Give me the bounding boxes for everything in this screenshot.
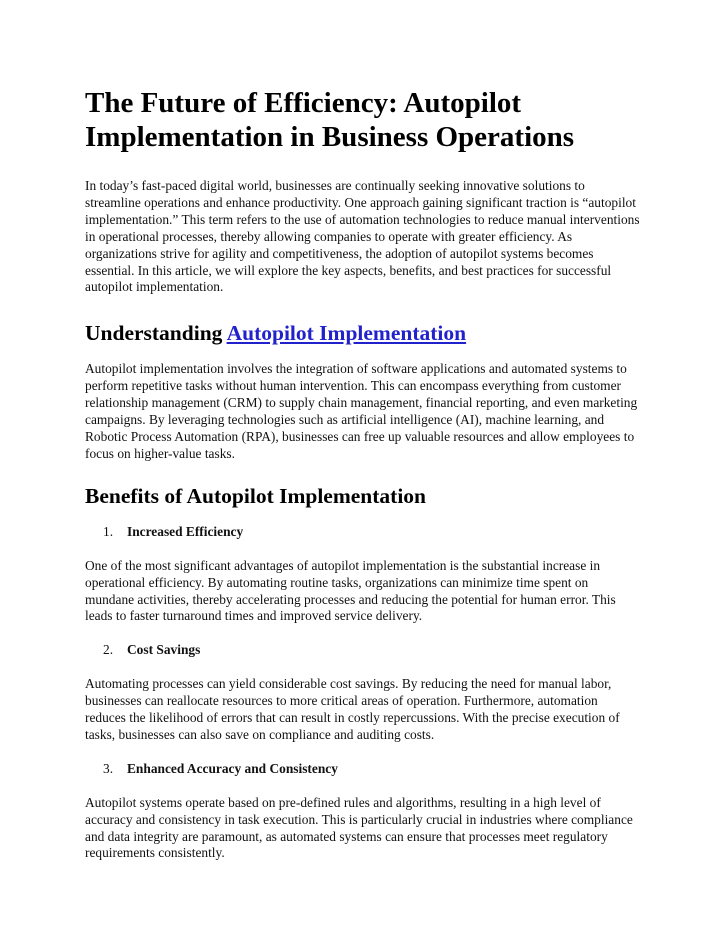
article-title: The Future of Efficiency: Autopilot Implementation in Business Operations <box>85 87 575 153</box>
autopilot-implementation-link[interactable]: Autopilot Implementation <box>226 321 467 346</box>
benefit-item-3-label: Enhanced Accuracy and Consistency <box>127 760 338 776</box>
benefit-item-1-heading <box>85 524 640 541</box>
benefits-heading: Benefits of Autopilot Implementation <box>85 483 427 508</box>
benefit-item-3-number: 3. <box>103 760 114 776</box>
understanding-paragraph: Autopilot implementation involves the integration of software applications and automated systems to perform repetitive tasks without human intervention. This can encompass everything from customer relationship management (CRM) to supply chain management, financial reporting, and even marketing campaigns. By leveraging technologies such as artificial intelligence (AI), machine learning, and Robotic Process Automation (RPA), businesses can free up valuable resources and allow employees to focus on higher-value tasks. <box>85 361 638 461</box>
benefit-item-2-label: Cost Savings <box>127 642 201 658</box>
intro-paragraph: In today’s fast-paced digital world, businesses are continually seeking innovative solutions to streamline operations and enhance productivity. One approach gaining significant traction is “autopilot implementation.” This term refers to the use of automation technologies to reduce manual interventions in operational processes, thereby allowing companies to operate with greater efficiency. As organizations strive for agility and competitiveness, the adoption of autopilot systems becomes essential. In this article, we will explore the key aspects, benefits, and best practices for successful autopilot implementation. <box>85 178 640 295</box>
benefit-item-1-label: Increased Efficiency <box>127 523 244 539</box>
benefit-item-3-paragraph: Autopilot systems operate based on pre-defined rules and algorithms, resulting in a high level of accuracy and consistency in task execution. This is particularly crucial in industries where compliance and data integrity are paramount, as automated systems can ensure that processes meet regulatory requirements consistently. <box>85 794 633 861</box>
benefit-item-1-paragraph: One of the most significant advantages of autopilot implementation is the substantial increase in operational efficiency. By automating routine tasks, organizations can minimize time spent on mundane activities, thereby accelerating processes and reducing the potential for human error. This leads to faster turnaround times and improved service delivery. <box>85 557 616 624</box>
understanding-heading <box>85 320 640 346</box>
benefit-item-2-number: 2. <box>103 642 114 658</box>
benefit-item-3-heading <box>85 761 640 778</box>
benefit-item-2-paragraph: Automating processes can yield considerable cost savings. By reducing the need for manual labor, businesses can reallocate resources to more critical areas of operation. Furthermore, automation reduces the likelihood of errors that can result in costly repercussions. With the precise execution of tasks, businesses can also save on compliance and auditing costs. <box>85 676 620 742</box>
benefit-item-2-heading <box>85 642 640 659</box>
benefit-item-1-number: 1. <box>103 523 114 539</box>
understanding-heading-prefix: Understanding <box>85 321 227 346</box>
